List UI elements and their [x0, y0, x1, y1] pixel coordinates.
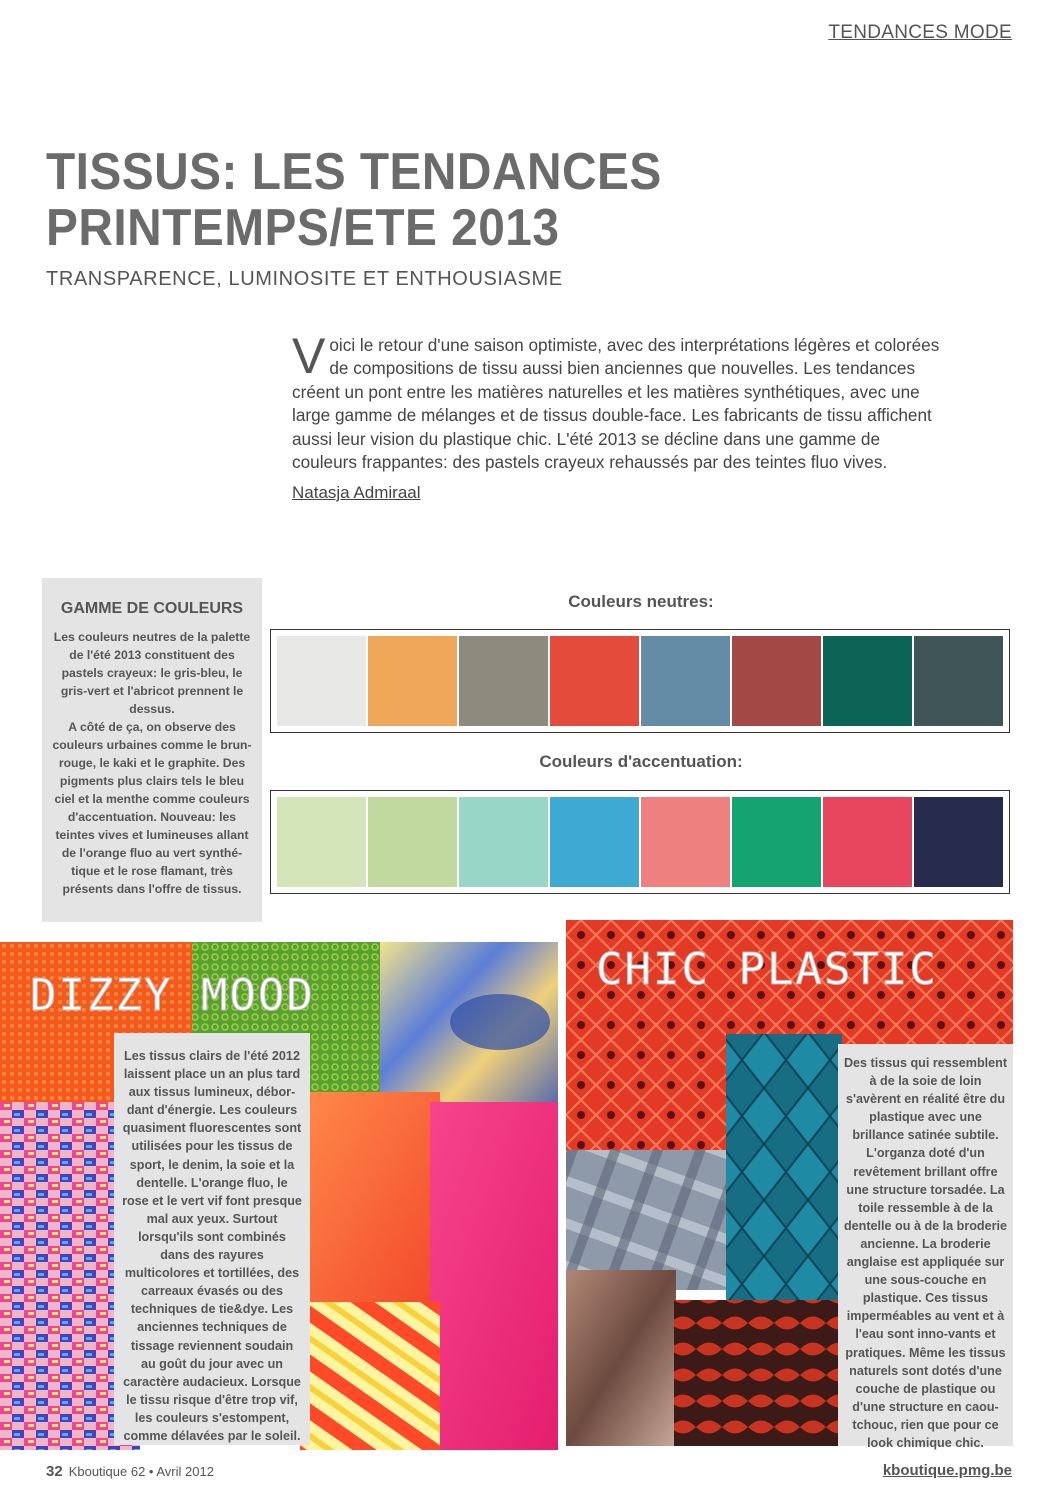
color-range-paragraph-1: Les couleurs neutres de la palette de l'été 2013 constituent des pastels crayeux: le gris-bleu, le gris-vert et l'abricot prennent le dessus.	[53, 630, 251, 716]
neutral-swatch-2	[368, 636, 457, 726]
accent-swatch-6	[732, 797, 821, 887]
color-range-paragraph-2: A côté de ça, on observe des couleurs urbaines comme le brun-rouge, le kaki et le graphite. Des pigments plus clairs tels le bleu ciel et la menthe comme couleurs d'accentuation. Nouveau: les teintes vives et lumineuses allant de l'orange fluo au vert synthé-tique et le rose flamant, très présents dans l'offre de tissus.	[52, 720, 252, 896]
neutral-swatch-7	[823, 636, 912, 726]
neutral-palette	[270, 629, 1010, 733]
article-intro	[292, 328, 942, 474]
article-subtitle: TRANSPARENCE, LUMINOSITE ET ENTHOUSIASME	[46, 268, 563, 290]
accent-swatch-4	[550, 797, 639, 887]
chic-plastic-text-panel	[838, 1044, 1013, 1450]
chic-plastic-title: CHIC PLASTIC	[596, 944, 938, 995]
dropcap-letter: V	[292, 328, 326, 384]
color-range-title: GAMME DE COULEURS	[60, 600, 244, 617]
accent-palette-label: Couleurs d'accentuation:	[539, 752, 743, 771]
accent-palette	[270, 790, 1010, 894]
footer-left	[46, 1463, 214, 1480]
neutral-swatch-4	[550, 636, 639, 726]
neutral-swatch-5	[641, 636, 730, 726]
article-title: TISSUS: LES TENDANCES PRINTEMPS/ETE 2013	[46, 143, 662, 257]
page-number: 32	[46, 1463, 63, 1480]
neutral-swatch-3	[459, 636, 548, 726]
neutral-swatch-1	[277, 636, 366, 726]
dizzy-mood-text: Les tissus clairs de l'été 2012 laissent place un an plus tard aux tissus lumineux, débor-dant d'énergie. Les couleurs quasiment fluorescentes sont utilisées pour les tissus de sport, le denim, la soie et la dentelle. L'orange fluo, le rose et le vert vif font presque mal aux yeux. Surtout lorsqu'ils sont combinés dans des rayures multicolores et tortillées, des carreaux évasés ou des techniques de tie&dye. Les anciennes techniques de tissage reviennent soudain au goût du jour avec un caractère audacieux. Lorsque le tissu risque d'être trop vif, les couleurs s'estompent, comme délavées par le soleil.	[122, 1049, 302, 1443]
color-range-text	[50, 628, 254, 898]
chic-plastic-text: Des tissus qui ressemblent à de la soie de loin s'avèrent en réalité être du plastique avec une brillance satinée subtile. L'organza doté d'un revêtement brillant offre une structure torsadée. La toile ressemble à de la dentelle ou à de la broderie ancienne. La broderie anglaise est appliquée sur une sous-couche en plastique. Ces tissus imperméables au vent et à l'eau sont inno-vants et pratiques. Même les tissus naturels sont dotés d'une couche de plastique ou d'une structure en caou-tchouc, rien que pour ce look chimique chic.	[843, 1056, 1008, 1450]
neutral-swatch-8	[914, 636, 1003, 726]
issue-info: Kboutique 62 • Avril 2012	[68, 1464, 214, 1479]
footer-website-link[interactable]: kboutique.pmg.be	[882, 1462, 1012, 1479]
dizzy-mood-title: DIZZY MOOD	[30, 970, 315, 1021]
color-range-box	[42, 578, 262, 922]
accent-swatch-2	[368, 797, 457, 887]
intro-text: oici le retour d'une saison optimiste, avec des interprétations légères et colorées de compositions de tissu aussi bien anciennes que nouvelles. Les tendances créent un pont entre les matières naturelles et les matières synthétiques, avec une large gamme de mélanges et de tissus double-face. Les fabricants de tissu affichent aussi leur vision du plastique chic. L'été 2013 se décline dans une gamme de couleurs frappantes: des pastels crayeux rehaussés par des teintes fluo vives.	[292, 335, 940, 473]
dizzy-mood-text-panel	[114, 1033, 310, 1445]
accent-swatch-3	[459, 797, 548, 887]
accent-swatch-8	[914, 797, 1003, 887]
neutral-palette-label: Couleurs neutres:	[568, 592, 714, 611]
accent-swatch-1	[277, 797, 366, 887]
accent-swatch-5	[641, 797, 730, 887]
author-link[interactable]: Natasja Admiraal	[292, 483, 421, 502]
section-tag: TENDANCES MODE	[828, 22, 1012, 43]
accent-swatch-7	[823, 797, 912, 887]
neutral-swatch-6	[732, 636, 821, 726]
